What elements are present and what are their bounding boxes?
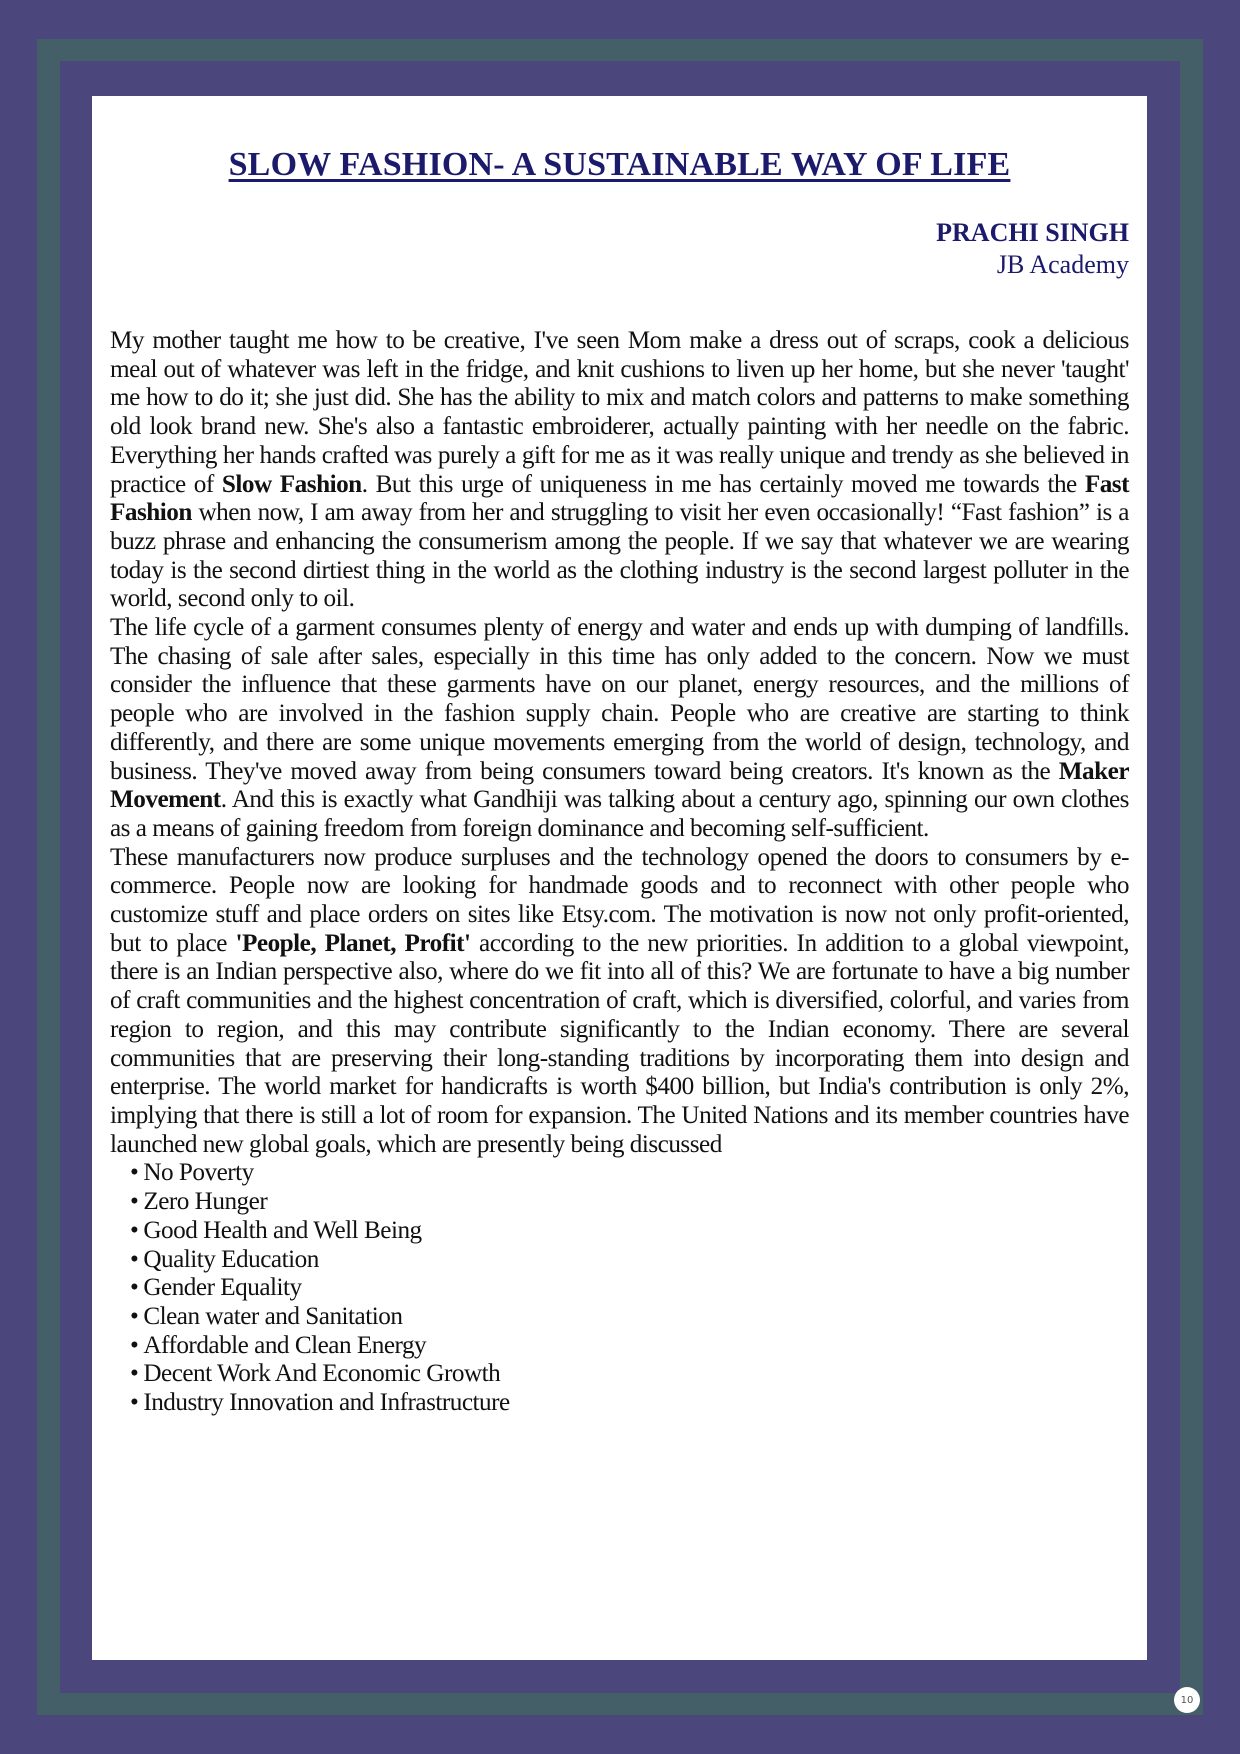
page-number-badge: 10 <box>1174 1687 1200 1713</box>
paragraph-2-text-c: . And this is exactly what Gandhiji was talking about a century ago, spinning our own clothes as a means of gaining freedom from foreign dominance and becoming self-sufficient. <box>110 786 1129 842</box>
global-goals-list <box>110 1159 1129 1417</box>
list-item: • Zero Hunger <box>130 1188 1129 1217</box>
paragraph-3 <box>110 844 1129 1160</box>
list-item: • No Poverty <box>130 1159 1129 1188</box>
paragraph-1-bold-fast-fashion: Fast Fashion <box>110 470 1129 527</box>
list-item: • Quality Education <box>130 1246 1129 1275</box>
article-title: SLOW FASHION- A SUSTAINABLE WAY OF LIFE <box>228 146 1011 183</box>
paragraph-2-text-a: The life cycle of a garment consumes plenty of energy and water and ends up with dumping of landfills. The chasing of sale after sales, especially in this time has only added to the concern. Now we must consider the influence that these garments have on our planet, energy resources, and the millions of people who are involved in the fashion supply chain. People who are creative are starting to think differently, and there are some unique movements emerging from the world of design, technology, and business. They've moved away from being consumers toward being creators. It's known as the <box>110 614 1129 785</box>
paragraph-1-text-d: when now, I am away from her and struggling to visit her even occasionally! “Fast fashion” is a buzz phrase and enhancing the consumerism among the people. If we say that whatever we are wearing today is the second dirtiest thing in the world as the clothing industry is the second largest polluter in the world, second only to oil. <box>110 499 1129 613</box>
list-item: • Decent Work And Economic Growth <box>130 1360 1129 1389</box>
article-body <box>110 327 1129 1159</box>
paragraph-1-text-a: My mother taught me how to be creative, I've seen Mom make a dress out of scraps, cook a delicious meal out of whatever was left in the fridge, and knit cushions to liven up her home, but she never 'taught' me how to do it; she just did. She has the ability to mix and match colors and patterns to make something old look brand new. She's also a fantastic embroiderer, actually painting with her needle on the fabric. Everything her hands crafted was purely a gift for me as it was really unique and trendy as she believed in practice of <box>110 327 1129 498</box>
paragraph-1-bold-slow-fashion: Slow Fashion <box>221 470 362 498</box>
paragraph-1-text-c: . But this urge of uniqueness in me has certainly moved me towards the <box>361 470 1085 498</box>
list-item: • Clean water and Sanitation <box>130 1303 1129 1332</box>
author-name: PRACHI SINGH <box>936 218 1129 247</box>
list-item: • Gender Equality <box>130 1274 1129 1303</box>
paragraph-3-text-c: according to the new priorities. In addition to a global viewpoint, there is an Indian perspective also, where do we fit into all of this? We are fortunate to have a big number of craft communities and the highest concentration of craft, which is diversified, colorful, and varies from region to region, and this may contribute significantly to the Indian economy. There are several communities that are preserving their long-standing traditions by incorporating them into design and enterprise. The world market for handicrafts is worth $400 billion, but India's contribution is only 2%, implying that there is still a lot of room for expansion. The United Nations and its member countries have launched new global goals, which are presently being discussed <box>110 929 1129 1158</box>
paragraph-2-bold-maker-movement: Maker Movement <box>110 757 1129 814</box>
list-item: • Good Health and Well Being <box>130 1217 1129 1246</box>
paragraph-3-text-a: These manufacturers now produce surpluses and the technology opened the doors to consumers by e-commerce. People now are looking for handmade goods and to reconnect with other people who customize stuff and place orders on sites like Etsy.com. The motivation is now not only profit-oriented, but to place <box>110 843 1129 957</box>
paragraph-3-bold-people-planet-profit: 'People, Planet, Profit' <box>235 929 471 957</box>
paragraph-1 <box>110 327 1129 614</box>
author-school: JB Academy <box>996 250 1129 279</box>
list-item: • Affordable and Clean Energy <box>130 1332 1129 1361</box>
list-item: • Industry Innovation and Infrastructure <box>130 1389 1129 1418</box>
paragraph-2 <box>110 614 1129 844</box>
article-page <box>92 96 1147 1660</box>
